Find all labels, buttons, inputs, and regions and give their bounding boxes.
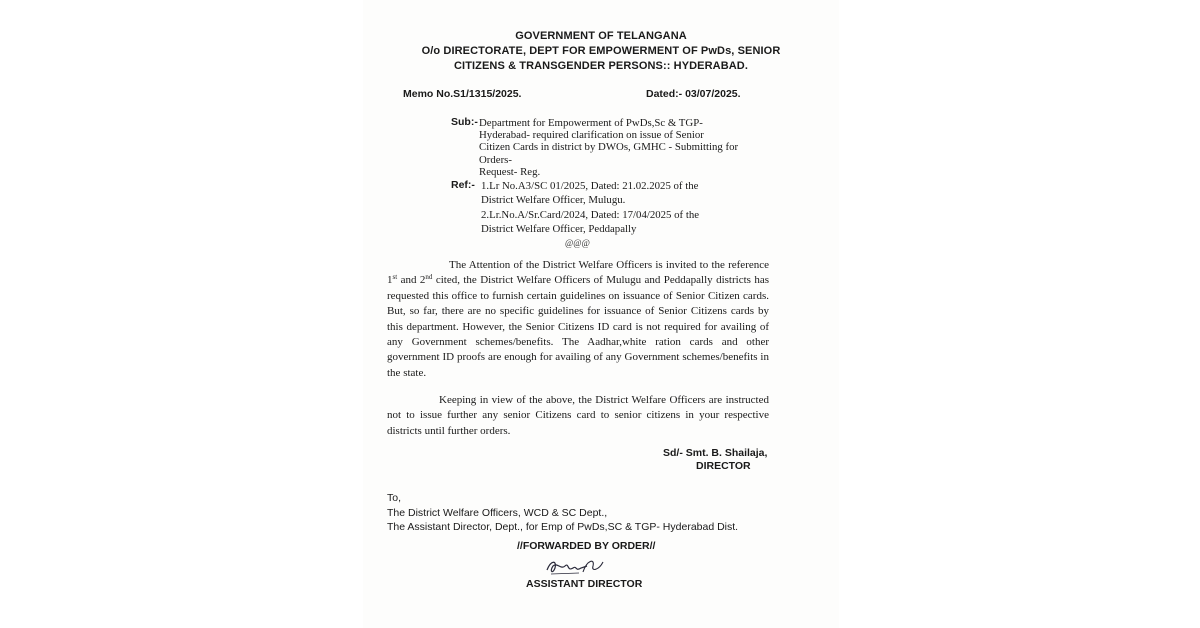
header-department: CITIZENS & TRANSGENDER PERSONS:: HYDERABAD. xyxy=(454,60,748,72)
memo-date: Dated:- 03/07/2025. xyxy=(646,88,741,100)
handwritten-signature xyxy=(543,556,607,580)
memo-document xyxy=(363,0,839,628)
subject-label: Sub:- xyxy=(451,116,478,128)
memo-number: Memo No.S1/1315/2025. xyxy=(403,88,522,100)
recipients-block xyxy=(387,491,738,535)
subject-text xyxy=(479,117,769,178)
signatory-designation: DIRECTOR xyxy=(696,460,751,472)
reference-line: 1.Lr No.A3/SC 01/2025, Dated: 21.02.2025 of the xyxy=(481,180,699,192)
reference-line: District Welfare Officer, Mulugu. xyxy=(481,194,626,207)
to-label: To, xyxy=(387,492,402,504)
header-government: GOVERNMENT OF TELANGANA xyxy=(515,30,687,42)
signed-by: Sd/- Smt. B. Shailaja, xyxy=(663,447,768,459)
body-paragraph-1 xyxy=(387,258,769,381)
forwarding-designation: ASSISTANT DIRECTOR xyxy=(526,578,643,590)
forwarded-by-order: //FORWARDED BY ORDER// xyxy=(517,540,656,552)
reference-text xyxy=(481,179,699,237)
subject-line: Hyderabad- required clarification on issue of Senior xyxy=(479,129,704,142)
body-paragraph-2: Keeping in view of the above, the District Welfare Officers are instructed not to issue further any senior Citizens card to senior citizens in your respective districts until further orders. xyxy=(387,394,769,437)
recipient-line: The Assistant Director, Dept., for Emp of PwDs,SC & TGP- Hyderabad Dist. xyxy=(387,521,739,533)
superscript-st: st xyxy=(392,273,398,282)
reference-line: 2.Lr.No.A/Sr.Card/2024, Dated: 17/04/2025 of the xyxy=(481,208,700,221)
reference-label: Ref:- xyxy=(451,179,475,191)
superscript-nd: nd xyxy=(425,273,433,282)
reference-line: District Welfare Officer, Peddapally xyxy=(481,223,637,236)
separator-mark: @@@ xyxy=(565,238,590,248)
subject-line: Department for Empowerment of PwDs,Sc & TGP- xyxy=(479,117,703,129)
header-directorate: O/o DIRECTORATE, DEPT FOR EMPOWERMENT OF PwDs, SENIOR xyxy=(421,45,781,57)
subject-line: Request- Reg. xyxy=(479,165,541,178)
para1-text-c: cited, the District Welfare Officers of Mulugu and Peddapally districts has requested this office to furnish certain guidelines on issuance of Senior Citizen cards. But, so far, there are no specific guidelines for issuance of Senior Citizens cards by this department. However, the Senior Citizens ID card is not required for availing of any Government schemes/benefits. The Aadhar,white ration cards and other government ID proofs are enough for availing of any Government schemes/benefits in the state. xyxy=(387,274,770,379)
subject-line: Citizen Cards in district by DWOs, GMHC - Submitting for xyxy=(479,141,739,154)
para1-text-b: and 2 xyxy=(397,274,426,287)
recipient-line: The District Welfare Officers, WCD & SC Dept., xyxy=(387,506,608,519)
subject-line: Orders- xyxy=(479,153,512,166)
para1-text-a: The Attention of the District Welfare Officers is invited to the reference 1 xyxy=(387,259,769,287)
